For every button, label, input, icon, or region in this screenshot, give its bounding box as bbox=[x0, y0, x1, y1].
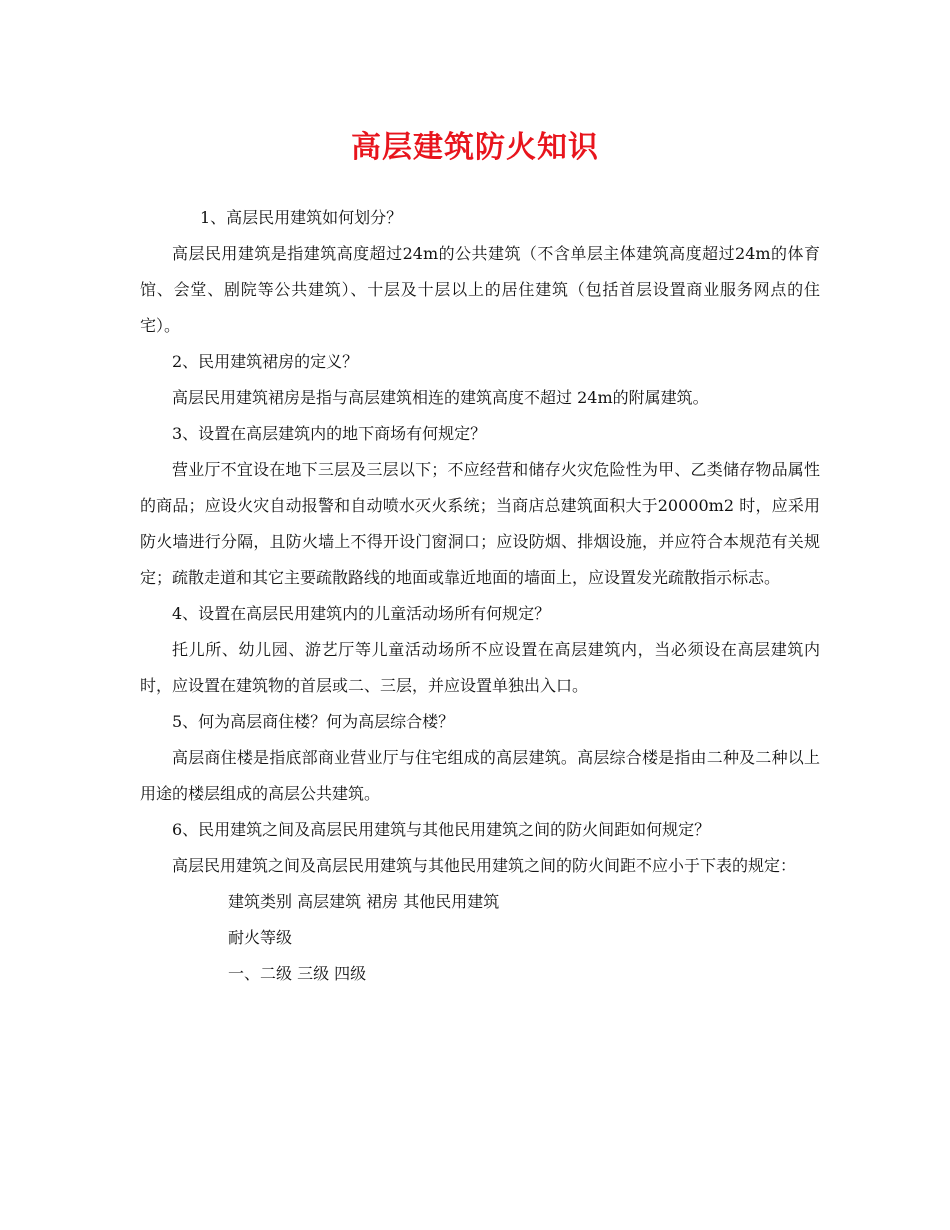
question-5: 5、何为高层商住楼？何为高层综合楼？ bbox=[172, 712, 455, 731]
question-4: 4、设置在高层民用建筑内的儿童活动场所有何规定？ bbox=[172, 604, 551, 623]
answer-1: 高层民用建筑是指建筑高度超过24m的公共建筑（不含单层主体建筑高度超过24m的体育馆、会堂、剧院等公共建筑）、十层及十层以上的居住建筑（包括首层设置商业服务网点的住宅）。 bbox=[140, 244, 820, 335]
question-6: 6、民用建筑之间及高层民用建筑与其他民用建筑之间的防火间距如何规定？ bbox=[172, 820, 711, 839]
table-line-fire-rating: 耐火等级 bbox=[228, 928, 293, 947]
answer-6: 高层民用建筑之间及高层民用建筑与其他民用建筑之间的防火间距不应小于下表的规定： bbox=[172, 856, 797, 875]
answer-4: 托儿所、幼儿园、游艺厅等儿童活动场所不应设置在高层建筑内，当必须设在高层建筑内时，应设置在建筑物的首层或二、三层，并应设置单独出入口。 bbox=[140, 640, 820, 695]
question-2: 2、民用建筑裙房的定义？ bbox=[172, 352, 359, 371]
document-body bbox=[140, 200, 820, 992]
answer-3: 营业厅不宜设在地下三层及三层以下；不应经营和储存火灾危险性为甲、乙类储存物品属性的商品；应设火灾自动报警和自动喷水灭火系统；当商店总建筑面积大于20000m2 时，应采用防火墙进行分隔，且防火墙上不得开设门窗洞口；应设防烟、排烟设施，并应符合本规范有关规定；疏散走道和其它主要疏散路线的地面或靠近地面的墙面上，应设置发光疏散指示标志。 bbox=[140, 460, 820, 587]
question-1: 1、高层民用建筑如何划分？ bbox=[200, 208, 403, 227]
table-line-grades: 一、二级 三级 四级 bbox=[228, 964, 367, 983]
question-3: 3、设置在高层建筑内的地下商场有何规定？ bbox=[172, 424, 487, 443]
document-title: 高层建筑防火知识 bbox=[351, 130, 599, 165]
answer-5: 高层商住楼是指底部商业营业厅与住宅组成的高层建筑。高层综合楼是指由二种及二种以上用途的楼层组成的高层公共建筑。 bbox=[140, 748, 820, 803]
answer-2: 高层民用建筑裙房是指与高层建筑相连的建筑高度不超过 24m的附属建筑。 bbox=[172, 388, 709, 407]
table-line-header: 建筑类别 高层建筑 裙房 其他民用建筑 bbox=[228, 892, 500, 911]
